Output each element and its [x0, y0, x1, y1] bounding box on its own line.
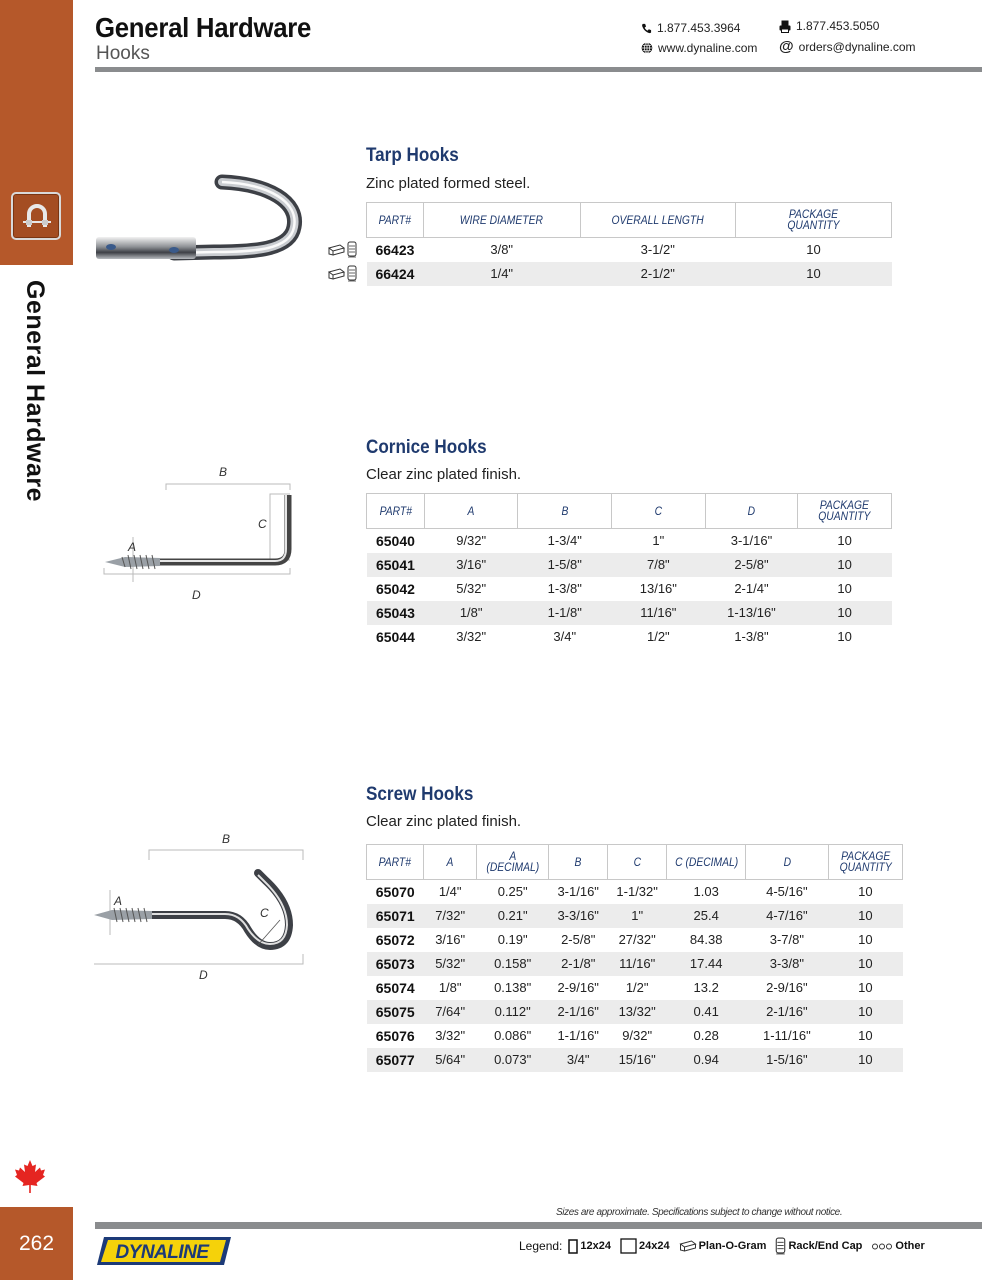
diagram-label-b: B: [219, 465, 228, 479]
cell: 1.03: [693, 884, 719, 900]
cell: 3-7/8": [769, 932, 804, 947]
part-number: 65074: [375, 979, 415, 996]
table-header-row: [367, 203, 892, 238]
cell: 1-1/16": [557, 1028, 599, 1043]
sidebar-accent-block: [0, 0, 73, 265]
cornice-hook-diagram: [100, 462, 300, 612]
legend-item-12x24: 12x24: [568, 1239, 611, 1254]
cell: 7/64": [424, 1000, 476, 1024]
part-number: 65072: [375, 931, 415, 948]
cell: 25.4: [667, 904, 746, 928]
col-header: OVERALL LENGTH: [580, 203, 736, 238]
rack-end-cap-icon: [347, 241, 357, 258]
other-icon: [871, 1242, 893, 1250]
cell: 11/16": [607, 952, 666, 976]
fax-number: 1.877.453.5050: [796, 19, 880, 33]
table-row: [367, 577, 892, 601]
cell: 5/32": [456, 581, 487, 596]
cell: 3/16": [424, 553, 518, 577]
cell: 2-1/8": [549, 952, 607, 976]
cell: 13/32": [607, 1000, 666, 1024]
cell: 3-1/16": [730, 533, 773, 549]
website-link[interactable]: www.dynaline.com: [658, 41, 758, 55]
diagram-label-c: C: [260, 906, 269, 920]
diagram-label-d: D: [192, 588, 201, 602]
cell: 3/32": [456, 629, 487, 644]
12x24-icon: [568, 1239, 578, 1254]
part-number: 65044: [375, 628, 415, 645]
cell: 1": [607, 904, 666, 928]
cell: 3/4": [549, 1048, 607, 1072]
footer-divider: [95, 1222, 982, 1229]
table-row: [367, 529, 892, 553]
cell: 0.073": [476, 1048, 549, 1072]
cell: 4-7/16": [746, 904, 829, 928]
display-icons-66424: [328, 265, 357, 282]
cell: 10: [837, 581, 852, 596]
cell: 1-13/16": [705, 601, 798, 625]
col-header: D: [705, 494, 798, 529]
col-header: A: [424, 845, 476, 880]
cell: 2-1/2": [580, 262, 736, 286]
col-header: PART#: [367, 494, 425, 529]
section-title-cornice-hooks: Cornice Hooks: [366, 437, 487, 458]
cell: 5/64": [424, 1048, 476, 1072]
cell: 2-1/16": [549, 1000, 607, 1024]
cell: 1-1/8": [518, 601, 612, 625]
cell: 3-1/16": [557, 884, 599, 900]
col-header: C: [607, 845, 666, 880]
diagram-label-b: B: [222, 832, 231, 846]
diagram-label-a: A: [114, 894, 123, 908]
cell: 3/8": [490, 242, 514, 258]
cell: 3/32": [435, 1028, 466, 1043]
table-row: [367, 1024, 903, 1048]
col-header: A (DECIMAL): [476, 845, 549, 880]
cell: 1-5/16": [746, 1048, 829, 1072]
cell: 2-5/8": [705, 553, 798, 577]
diagram-label-c: C: [258, 517, 267, 531]
screw-hook-diagram: [90, 830, 310, 990]
col-header: PACKAGE QUANTITY: [798, 494, 892, 529]
display-icons-66423: [328, 241, 357, 258]
cell: 2-9/16": [766, 980, 808, 995]
page-subtitle: Hooks: [96, 43, 150, 64]
cell: 10: [858, 884, 873, 900]
col-header: PACKAGE QUANTITY: [828, 845, 902, 880]
col-header: C (DECIMAL): [667, 845, 746, 880]
page-title: General Hardware: [95, 12, 312, 43]
legend-label: Legend:: [519, 1239, 563, 1253]
table-row: [367, 952, 903, 976]
rack-end-cap-icon: [775, 1237, 786, 1255]
cell: 7/32": [424, 904, 476, 928]
dynaline-logo: [96, 1236, 232, 1271]
table-row: [367, 976, 903, 1000]
cell: 10: [858, 1028, 873, 1043]
cell: 2-5/8": [561, 932, 596, 947]
diagram-label-a: A: [128, 540, 137, 554]
table-row: [367, 904, 903, 928]
cell: 10: [828, 952, 902, 976]
cell: 2-1/4": [734, 581, 769, 596]
cell: 10: [858, 980, 873, 995]
diagram-label-d: D: [199, 968, 208, 982]
table-row: [367, 1048, 903, 1072]
phone-number: 1.877.453.3964: [657, 21, 741, 35]
sidebar-category-title: General Hardware: [21, 280, 49, 502]
spec-table-tarp-hooks: [366, 202, 892, 286]
legend-item-24x24: 24x24: [620, 1238, 670, 1254]
cell: 1/2": [646, 629, 670, 644]
cell: 2-9/16": [557, 980, 599, 995]
cell: 1-3/8": [547, 581, 582, 596]
plan-o-gram-icon: [328, 268, 345, 280]
u-bolt-icon: [11, 192, 61, 240]
cell: 9/32": [622, 1028, 653, 1043]
col-header: B: [549, 845, 607, 880]
legend-item-other: Other: [871, 1240, 924, 1252]
cell: 0.138": [494, 980, 532, 995]
globe-icon: [641, 42, 653, 54]
cell: 3/16": [435, 932, 466, 947]
section-title-screw-hooks: Screw Hooks: [366, 784, 474, 805]
cell: 4-5/16": [766, 884, 808, 900]
table-row: [367, 553, 892, 577]
col-header: PART#: [367, 203, 424, 238]
col-header: A: [424, 494, 518, 529]
cell: 10: [798, 553, 892, 577]
table-row: [367, 1000, 903, 1024]
col-header: B: [518, 494, 612, 529]
phone-icon: [641, 23, 652, 34]
part-number: 65077: [367, 1048, 424, 1072]
cell: 0.28: [693, 1028, 719, 1043]
legend-item-rack-end-cap: Rack/End Cap: [775, 1237, 862, 1255]
cell: 0.21": [476, 904, 549, 928]
legend: [519, 1237, 934, 1255]
cell: 2-1/16": [746, 1000, 829, 1024]
contact-fax: [779, 19, 879, 33]
section-desc-screw-hooks: Clear zinc plated finish.: [366, 813, 522, 830]
maple-leaf-icon: [14, 1158, 46, 1199]
plan-o-gram-icon: [679, 1240, 697, 1252]
cell: 1/2": [625, 980, 649, 995]
part-number: 65040: [375, 532, 415, 549]
cell: 10: [736, 262, 892, 286]
header-divider: [95, 67, 982, 72]
table-row: [367, 601, 892, 625]
cell: 13/16": [639, 581, 677, 596]
contact-website[interactable]: [641, 41, 757, 55]
cell: 0.94: [667, 1048, 746, 1072]
rack-end-cap-icon: [347, 265, 357, 282]
cell: 5/32": [424, 952, 476, 976]
cell: 3/4": [553, 629, 577, 644]
part-number: 65070: [375, 883, 415, 900]
cell: 1-3/4": [547, 533, 582, 549]
cell: 10: [828, 1000, 902, 1024]
part-number: 65075: [367, 1000, 424, 1024]
part-number: 65071: [367, 904, 424, 928]
cell: 1/8": [438, 980, 462, 995]
col-header: C: [612, 494, 706, 529]
cell: 10: [806, 242, 821, 258]
cell: 10: [798, 601, 892, 625]
plan-o-gram-icon: [328, 244, 345, 256]
svg-text:DYNALINE: DYNALINE: [115, 1242, 209, 1263]
cell: 1/8": [424, 601, 518, 625]
disclaimer-text: Sizes are approximate. Specifications subject to change without notice.: [556, 1207, 843, 1218]
cell: 10: [837, 533, 852, 549]
at-icon: @: [779, 38, 794, 55]
cell: 9/32": [456, 533, 487, 549]
cell: 1": [652, 533, 665, 549]
cell: 0.19": [497, 932, 528, 947]
part-number: 65041: [367, 553, 425, 577]
table-row: [367, 262, 892, 286]
cell: 1/4": [423, 262, 580, 286]
24x24-icon: [620, 1238, 637, 1254]
cell: 0.158": [476, 952, 549, 976]
cell: 1-1/32": [616, 884, 658, 900]
cell: 15/16": [607, 1048, 666, 1072]
section-desc-cornice-hooks: Clear zinc plated finish.: [366, 466, 522, 483]
cell: 84.38: [689, 932, 723, 947]
cell: 0.25": [497, 884, 528, 900]
col-header: WIRE DIAMETER: [423, 203, 580, 238]
table-header-row: [367, 845, 903, 880]
part-number: 65042: [375, 580, 415, 597]
table-row: [367, 880, 903, 904]
section-title-tarp-hooks: Tarp Hooks: [366, 145, 459, 166]
cell: 10: [828, 904, 902, 928]
table-header-row: [367, 494, 892, 529]
section-desc-tarp-hooks: Zinc plated formed steel.: [366, 175, 531, 192]
fax-icon: [779, 20, 791, 33]
legend-item-plan-o-gram: Plan-O-Gram: [679, 1240, 767, 1252]
tarp-hook-image: [94, 172, 304, 272]
email-link[interactable]: orders@dynaline.com: [798, 40, 916, 54]
cell: 10: [837, 629, 852, 644]
cell: 13.2: [693, 980, 719, 995]
cell: 7/8": [612, 553, 706, 577]
cell: 0.112": [476, 1000, 549, 1024]
table-row: [367, 928, 903, 952]
cell: 0.086": [494, 1028, 532, 1043]
spec-table-screw-hooks: [366, 844, 903, 1072]
part-number: 65043: [367, 601, 425, 625]
cell: 0.41: [667, 1000, 746, 1024]
table-row: [367, 238, 892, 262]
cell: 27/32": [618, 932, 656, 947]
contact-email[interactable]: [779, 40, 916, 54]
cell: 17.44: [667, 952, 746, 976]
cell: 1-11/16": [762, 1028, 811, 1043]
page-number: 262: [0, 1207, 73, 1280]
cell: 3-1/2": [640, 242, 675, 258]
cell: 1/4": [438, 884, 462, 900]
spec-table-cornice-hooks: [366, 493, 892, 649]
part-number: 65076: [375, 1027, 415, 1044]
cell: 1-3/8": [734, 629, 769, 644]
part-number: 66424: [367, 262, 424, 286]
table-row: [367, 625, 892, 649]
part-number: 66423: [375, 241, 415, 258]
cell: 10: [828, 1048, 902, 1072]
cell: 3-3/16": [549, 904, 607, 928]
col-header: PACKAGE QUANTITY: [736, 203, 892, 238]
col-header: PART#: [367, 845, 424, 880]
cell: 3-3/8": [746, 952, 829, 976]
cell: 1-5/8": [518, 553, 612, 577]
cell: 10: [858, 932, 873, 947]
col-header: D: [746, 845, 829, 880]
cell: 11/16": [612, 601, 706, 625]
contact-phone: [641, 21, 740, 35]
part-number: 65073: [367, 952, 424, 976]
